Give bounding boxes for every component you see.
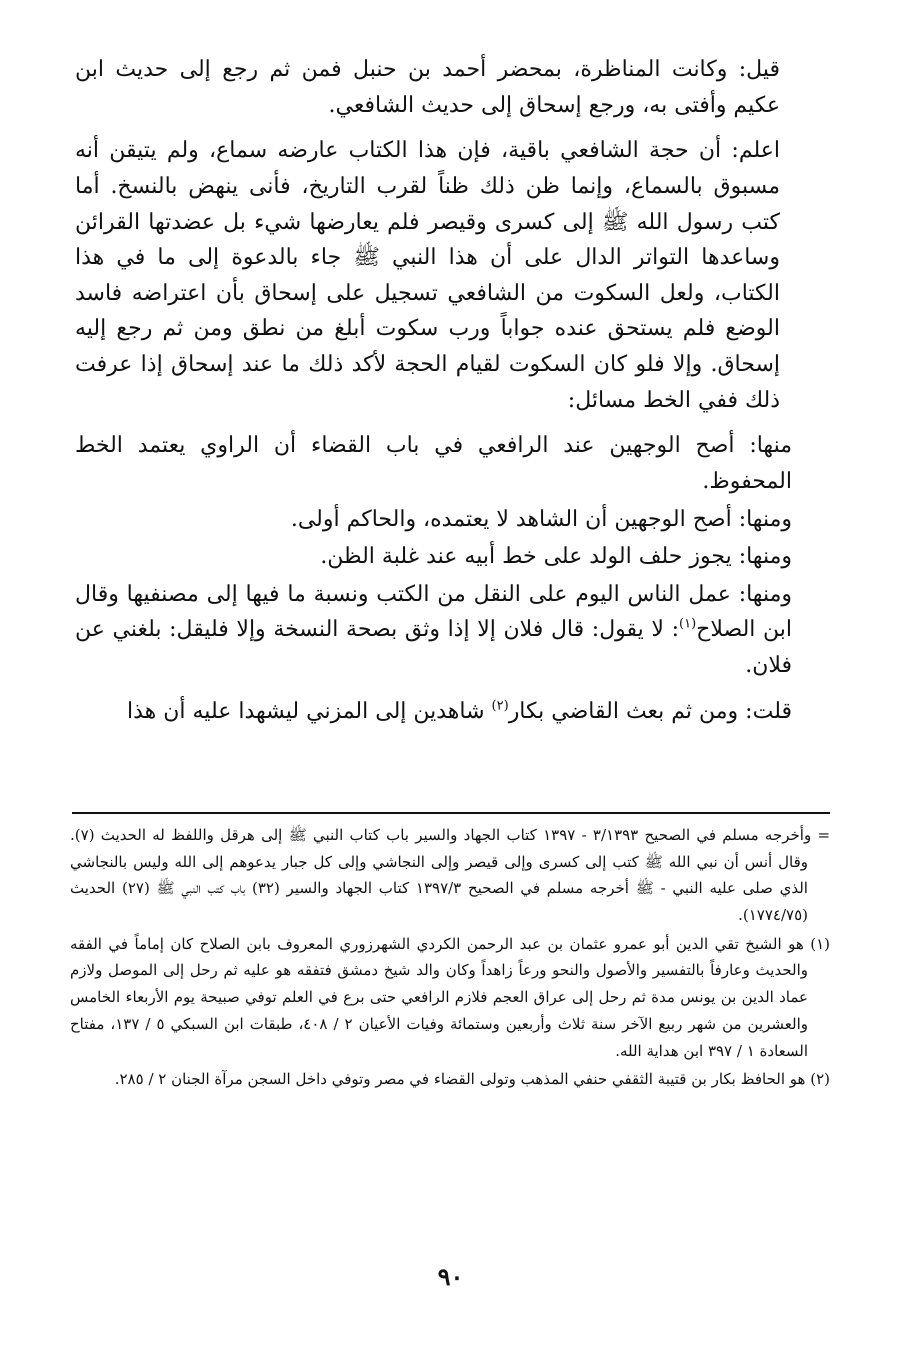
- paragraph-3: منها: أصح الوجهين عند الرافعي في باب القضاء أن الراوي يعتمد الخط المحفوظ.: [75, 433, 792, 494]
- footnote-ref-2: (٢): [491, 698, 509, 714]
- paragraph-7-text-a: قلت: ومن ثم بعث القاضي بكار: [508, 698, 792, 724]
- footnote-continuation: = وأخرجه مسلم في الصحيح ٣/١٣٩٣ - ١٣٩٧ كتاب الجهاد والسير باب كتاب النبي ﷺ إلى هرقل واللفظ له الحديث (٧). وقال أنس أن نبي الله ﷺ كتب إلى كسرى وإلى قيصر وإلى النجاشي وإلى كل جبار يدعوهم إلى الله وليس بالنجاشي الذي صلى عليه النبي - ﷺ أخرجه مسلم في الصحيح ١٣٩٧/٣ كتاب الجهاد والسير (٣٢) باب كتب النبي ﷺ (٢٧) الحديث (١٧٧٤/٧٥).: [70, 826, 831, 925]
- paragraph-4: ومنها: أصح الوجهين أن الشاهد لا يعتمده، والحاكم أولى.: [290, 506, 792, 532]
- main-text: [75, 52, 820, 739]
- paragraph-7-text-b: شاهدين إلى المزني ليشهدا عليه أن هذا: [127, 698, 492, 724]
- paragraph-2: اعلم: أن حجة الشافعي باقية، فإن هذا الكتاب عارضه سماع، ولم يتيقن أنه مسبوق بالسماع، وإنما ظن ذلك ظناً لقرب التاريخ، فأنى ينهض بالنسخ. أما كتب رسول الله ﷺ إلى كسرى وقيصر فلم يعارضها شيء بل عضدتها القرائن وساعدها التواتر الدال على أن هذا النبي ﷺ جاء بالدعوة إلى ما في هذا الكتاب، ولعل السكوت من الشافعي تسجيل على إسحاق بأن اعتراضه فاسد الوضع فلم يستحق عنده جواباً ورب سكوت أبلغ من نطق ومن ثم رجع إليه إسحاق. وإلا فلو كان السكوت لقيام الحجة لأكد ذلك ما عند إسحاق إذا عرفت ذلك ففي الخط مسائل:: [75, 138, 780, 413]
- paragraph-7: [75, 694, 820, 730]
- paragraph-5: ومنها: يجوز حلف الولد على خط أبيه عند غلبة الظن.: [320, 544, 792, 570]
- paragraph-6-text-b: : لا يقول: قال فلان إلا إذا وثق بصحة النسخة وإلا فليقل: بلغني عن فلان.: [75, 617, 792, 678]
- paragraph-1: قيل: وكانت المناظرة، بمحضر أحمد بن حنبل فمن ثم رجع إلى حديث ابن عكيم وأفتى به، ورجع إسحاق إلى حديث الشافعي.: [75, 57, 780, 118]
- footnote-separator: [72, 812, 830, 814]
- paragraph-6-text-a: ومنها: عمل الناس اليوم على النقل من الكتب ونسبة ما فيها إلى مصنفيها وقال ابن الصلاح: [75, 581, 792, 643]
- footnote-ref-1: (١): [679, 617, 697, 633]
- footnote-2: (٢) هو الحافظ بكار بن قتيبة الثقفي حنفي المذهب وتولى القضاء في مصر وتوفي داخل السجن مرآة الجنان ٢ / ٢٨٥.: [114, 1070, 830, 1089]
- paragraph-6: [75, 577, 820, 684]
- page-number: ٩٠: [437, 1262, 464, 1291]
- footnotes: [70, 822, 830, 1095]
- footnote-1: (١) هو الشيخ تقي الدين أبو عمرو عثمان بن عبد الرحمن الكردي الشهرزوري المعروف بابن الصلاح كان إماماً في الفقه والحديث وعارفاً بالتفسير والأصول والنحو ورعاً زاهداً وكان والد شيخ دمشق فتفقه هو عليه ثم رحل إلى الموصل ولازم عماد الدين بن يونس مدة ثم رحل إلى عراق العجم فلازم الرافعي حتى برع في العلم توفي صبيحة يوم الأربعاء الخامس والعشرين من شهر ربيع الآخر سنة ثلاث وأربعين وستمائة وفيات الأعيان ٢ / ٤٠٨، طبقات ابن السبكي ٥ / ١٣٧، مفتاح السعادة ١ / ٣٩٧ ابن هداية الله.: [70, 934, 830, 1060]
